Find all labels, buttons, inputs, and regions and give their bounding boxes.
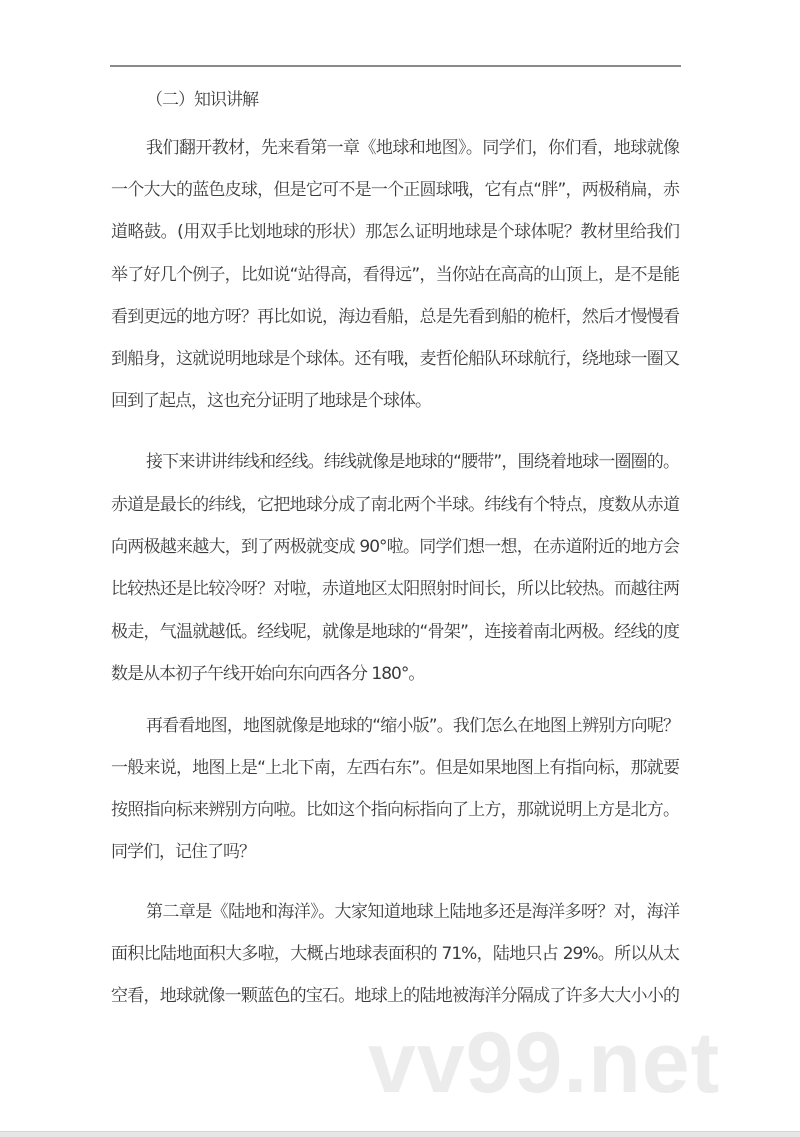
page-bottom-edge <box>0 1131 800 1137</box>
paragraph-4-line: 面积比陆地面积大多啦，大概占地球表面积的 71%，陆地只占 29%。所以从太 <box>111 944 679 964</box>
header-rule <box>110 65 681 67</box>
watermark: vv99.net <box>368 1015 721 1111</box>
paragraph-2-line: 极走，气温就越低。经线呢，就像是地球的“骨架”，连接着南北两极。经线的度 <box>111 622 679 642</box>
paragraph-1-line: 到船身，这就说明地球是个球体。还有哦，麦哲伦船队环球航行，绕地球一圈又 <box>111 349 679 369</box>
paragraph-3-line: 按照指向标来辨别方向啦。比如这个指向标指向了上方，那就说明上方是北方。 <box>111 800 679 820</box>
paragraph-2-line: 数是从本初子午线开始向东向西各分 180°。 <box>111 664 425 684</box>
paragraph-2-line: 向两极越来越大，到了两极就变成 90°啦。同学们想一想，在赤道附近的地方会 <box>111 537 679 557</box>
paragraph-2-line: 比较热还是比较冷呀？对啦，赤道地区太阳照射时间长，所以比较热。而越往两 <box>111 579 679 599</box>
paragraph-4-line: 空看，地球就像一颗蓝色的宝石。地球上的陆地被海洋分隔成了许多大大小小的 <box>111 986 679 1006</box>
paragraph-2-line: 赤道是最长的纬线，它把地球分成了南北两个半球。纬线有个特点，度数从赤道 <box>111 495 679 515</box>
section-heading: （二）知识讲解 <box>146 90 258 110</box>
paragraph-1-line: 回到了起点，这也充分证明了地球是个球体。 <box>111 391 431 411</box>
paragraph-3-line: 同学们，记住了吗？ <box>111 842 255 862</box>
paragraph-4-line: 第二章是《陆地和海洋》。大家知道地球上陆地多还是海洋多呀？对，海洋 <box>146 902 679 922</box>
paragraph-1-line: 一个大大的蓝色皮球，但是它可不是一个正圆球哦，它有点“胖”，两极稍扁，赤 <box>111 180 679 200</box>
paragraph-2-line: 接下来讲讲纬线和经线。纬线就像是地球的“腰带”，围绕着地球一圈圈的。 <box>146 452 679 472</box>
paragraph-1-line: 举了好几个例子，比如说“站得高，看得远”，当你站在高高的山顶上，是不是能 <box>111 265 679 285</box>
paragraph-3-line: 一般来说，地图上是“上北下南，左西右东”。但是如果地图上有指向标，那就要 <box>111 758 679 778</box>
paragraph-1-line: 看到更远的地方呀？再比如说，海边看船，总是先看到船的桅杆，然后才慢慢看 <box>111 307 679 327</box>
paragraph-3-line: 再看看地图，地图就像是地球的“缩小版”。我们怎么在地图上辨别方向呢？ <box>146 716 679 736</box>
paragraph-1-line: 我们翻开教材，先来看第一章《地球和地图》。同学们，你们看，地球就像 <box>146 138 679 158</box>
paragraph-1-line: 道略鼓。(用双手比划地球的形状）那怎么证明地球是个球体呢？教材里给我们 <box>111 222 679 242</box>
